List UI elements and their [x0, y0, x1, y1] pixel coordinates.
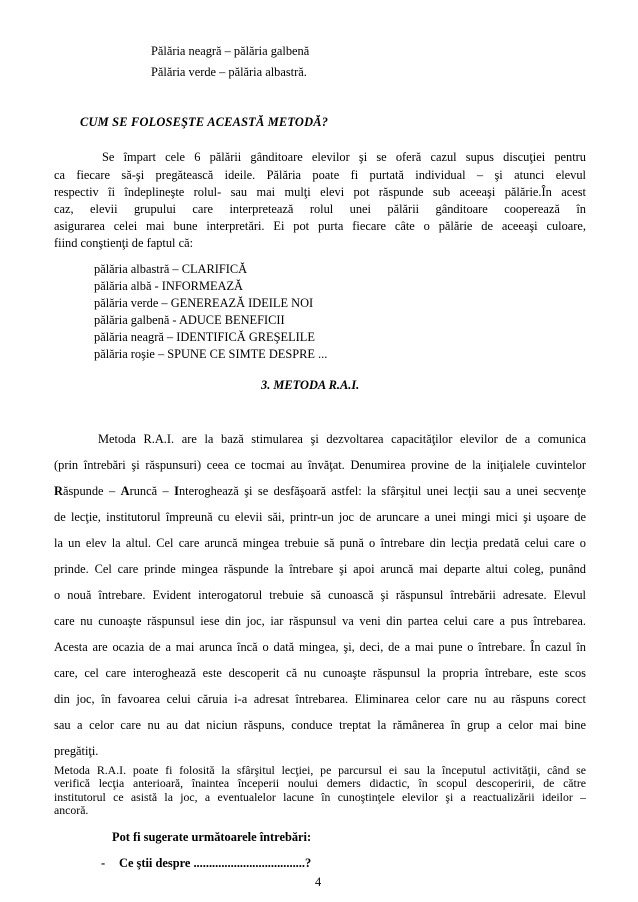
- paragraph-line: din joc, în favoarea celui căruia i-a adresat întrebarea. Eliminarea celor care nu au răspuns corect: [54, 692, 586, 706]
- paragraph-line: ca fiecare să-şi pregătească ideile. Pălăria poate fi purtată individual – şi atunci elevul: [54, 168, 586, 182]
- intro-line: Pălăria verde – pălăria albastră.: [151, 65, 307, 79]
- paragraph-line: de lecţie, institutorul împreună cu elevii săi, printr-un joc de aruncare a unei mingi mici şi uşoare de: [54, 510, 586, 524]
- intro-line: Pălăria neagră – pălăria galbenă: [151, 44, 310, 58]
- paragraph-line: pregătiţi.: [54, 744, 99, 758]
- paragraph-line: Metoda R.A.I. poate fi folosită la sfârşitul lecţiei, pe parcursul ei sau la începutul activităţii, când se: [54, 763, 586, 777]
- paragraph-line: verifică lecţia anterioară, înaintea începerii noului demers didactic, în scopul descoperirii, de către: [54, 776, 586, 791]
- initial-letter: A: [120, 484, 130, 498]
- paragraph-line: institutorul ce asistă la joc, a eventualelor lacune în cunoştinţele elevilor şi a reactualizării ideilor –: [54, 789, 586, 804]
- hat-list-item: pălăria albastră – CLARIFICĂ: [94, 262, 248, 276]
- paragraph-line: la un elev la altul. Cel care aruncă mingea trebuie să pună o întrebare din lecţia predată celui care o: [54, 536, 586, 550]
- paragraph-line: Acesta are ocazia de a mai arunca încă o dată mingea, şi, deci, de a mai pune o întrebare. În cazul în: [54, 640, 586, 654]
- paragraph-line: o nouă întrebare. Evident interogatorul trebuie să cunoască şi răspunsul întrebării adresate. Elevul: [54, 588, 586, 602]
- paragraph: [54, 764, 586, 818]
- hat-list-item: pălăria albă - INFORMEAZĂ: [94, 279, 243, 293]
- page-number: 4: [315, 875, 322, 889]
- paragraph-line: care nu cunoaşte răspunsul iese din joc, iar răspunsul va veni din partea celui care a pus întrebarea.: [54, 614, 586, 628]
- paragraph-line: prinde. Cel care prinde mingea răspunde la întrebare şi apoi aruncă mai departe altui coleg, punând: [54, 562, 586, 576]
- hat-list-item: pălăria galbenă - ADUCE BENEFICII: [94, 313, 285, 327]
- paragraph-line: respectiv îi îndeplineşte rolul- sau mai mulţi elevi pot răspunde sub aceeaşi pălărie.În acest: [54, 185, 586, 199]
- hat-list-item: pălăria neagră – IDENTIFICĂ GREŞELILE: [94, 330, 315, 344]
- paragraph-line: (prin întrebări şi răspunsuri) ceea ce tocmai au învăţat. Denumirea provine de la iniţialele cuvintelor: [54, 458, 586, 472]
- paragraph-line-rai: Răspunde – Aruncă – Interoghează şi se desfăşoară astfel: la sfârşitul unei lecţii sau a unei secvenţe: [54, 484, 586, 498]
- paragraph-line: caz, elevii grupului care interpretează rolul unei pălării gânditoare cooperează în: [54, 202, 586, 216]
- hat-list-item: pălăria roşie – SPUNE CE SIMTE DESPRE ...: [94, 347, 328, 361]
- section-heading: CUM SE FOLOSEŞTE ACEASTĂ METODĂ?: [80, 115, 329, 129]
- hat-list-item: pălăria verde – GENEREAZĂ IDEILE NOI: [94, 296, 314, 310]
- initial-letter: I: [174, 484, 179, 498]
- paragraph-line: Metoda R.A.I. are la bază stimularea şi dezvoltarea capacităţilor elevilor de a comunica: [98, 432, 586, 446]
- paragraph-line: care, cel care interoghează este descoperit că nu cunoaşte răspunsul la propria întrebare, este scos: [54, 666, 586, 680]
- paragraph-line: asigurarea celei mai bune interpretări. Ei pot purta fiecare câte o pălărie de aceeaşi culoare,: [54, 219, 586, 233]
- initial-letter: R: [54, 484, 63, 498]
- bullet-question: Ce ştii despre ....................................?: [119, 856, 312, 870]
- paragraph-line: sau a celor care nu au dat niciun răspuns, conduce treptat la rămânerea în grup a celor mai bine: [54, 718, 586, 732]
- suggestions-heading: Pot fi sugerate următoarele întrebări:: [112, 830, 312, 844]
- paragraph-line: fiind conştienţi de faptul că:: [54, 236, 194, 250]
- paragraph-line: Se împart cele 6 pălării gânditoare elevilor şi se oferă cazul supus discuţiei pentru: [102, 150, 586, 164]
- paragraph-line: ancoră.: [54, 803, 89, 818]
- bullet-dash: -: [101, 856, 106, 870]
- section-heading: 3. METODA R.A.I.: [261, 378, 360, 392]
